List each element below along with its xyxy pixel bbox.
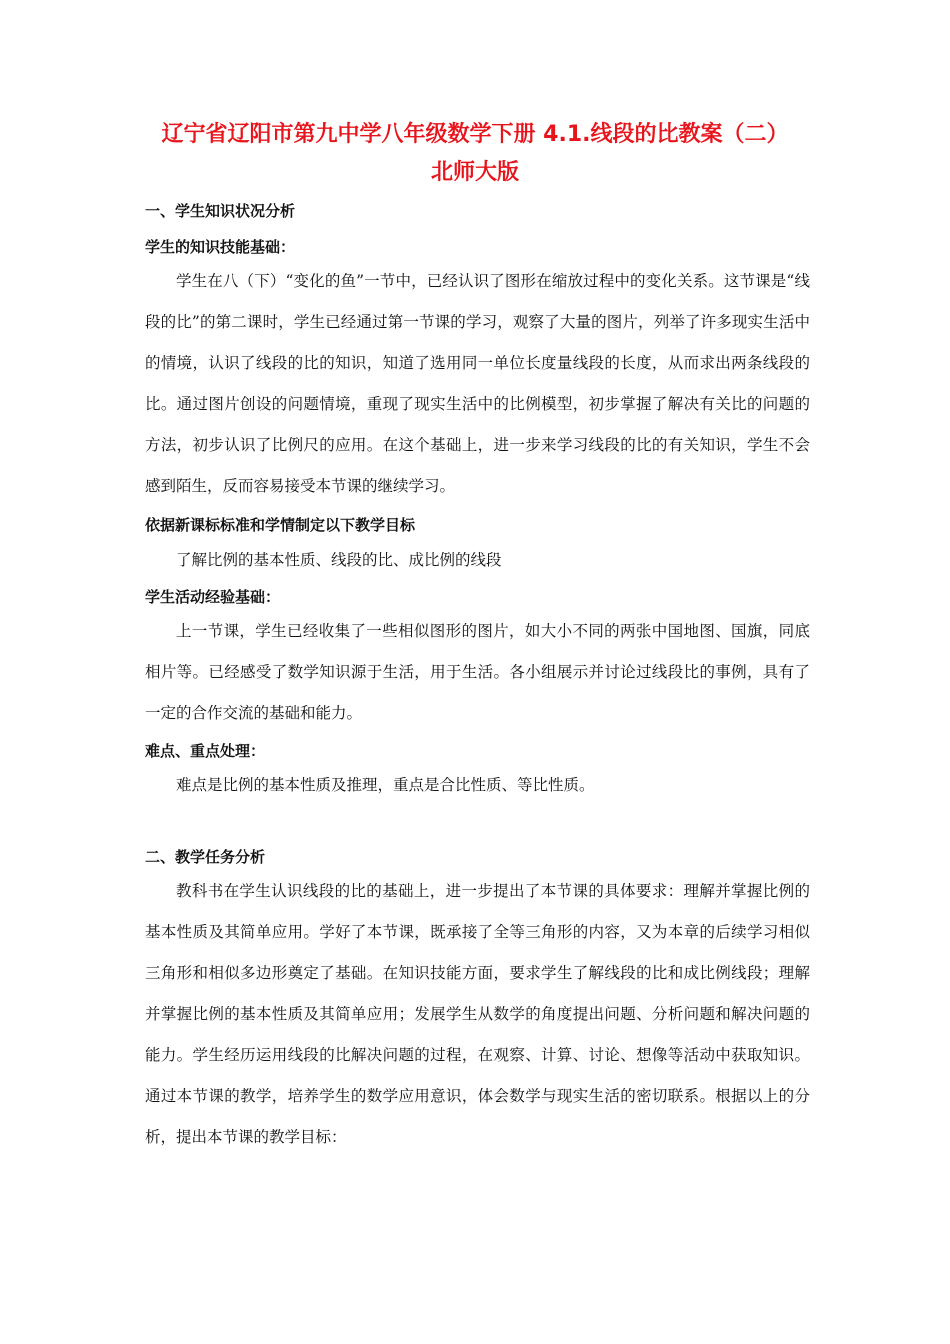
section1-heading: 一、学生知识状况分析 [145,202,296,220]
difficulty-focus-heading: 难点、重点处理： [145,742,266,760]
difficulty-focus-paragraph: 难点是比例的基本性质及推理，重点是合比性质、等比性质。 [176,776,595,794]
document-title-line2: 北师大版 [430,160,519,185]
objectives-heading: 依据新课标标准和学情制定以下教学目标 [145,516,416,534]
knowledge-skills-paragraph: 学生在八（下）“变化的鱼”一节中，已经认识了图形在缩放过程中的变化关系。这节课是“线段的比”的第二课时，学生已经通过第一节课的学习，观察了大量的图片，列举了许多现实生活中的情境，认识了线段的比的知识，知道了选用同一单位长度量线段的长度，从而求出两条线段的比。通过图片创设的问题情境，重现了现实生活中的比例模型，初步掌握了解决有关比的问题的方法，初步认识了比例尺的应用。在这个基础上，进一步来学习线段的比的有关知识，学生不会感到陌生，反而容易接受本节课的继续学习。 [145,272,810,495]
objectives-paragraph: 了解比例的基本性质、线段的比、成比例的线段 [176,551,502,569]
knowledge-skills-heading: 学生的知识技能基础： [145,238,296,256]
section2-heading: 二、教学任务分析 [145,848,266,866]
activity-experience-paragraph: 上一节课，学生已经收集了一些相似图形的图片，如大小不同的两张中国地图、国旗，同底相片等。已经感受了数学知识源于生活，用于生活。各小组展示并讨论过线段比的事例，具有了一定的合作交流的基础和能力。 [145,622,810,722]
document-title-line1: 辽宁省辽阳市第九中学八年级数学下册 4.1.线段的比教案（二） [161,122,789,147]
task-analysis-paragraph: 教科书在学生认识线段的比的基础上，进一步提出了本节课的具体要求：理解并掌握比例的基本性质及其简单应用。学好了本节课，既承接了全等三角形的内容，又为本章的后续学习相似三角形和相似多边形奠定了基础。在知识技能方面，要求学生了解线段的比和成比例线段；理解并掌握比例的基本性质及其简单应用；发展学生从数学的角度提出问题、分析问题和解决问题的能力。学生经历运用线段的比解决问题的过程，在观察、计算、讨论、想像等活动中获取知识。通过本节课的教学，培养学生的数学应用意识，体会数学与现实生活的密切联系。根据以上的分析，提出本节课的教学目标： [145,882,810,1146]
activity-experience-heading: 学生活动经验基础： [145,588,281,606]
